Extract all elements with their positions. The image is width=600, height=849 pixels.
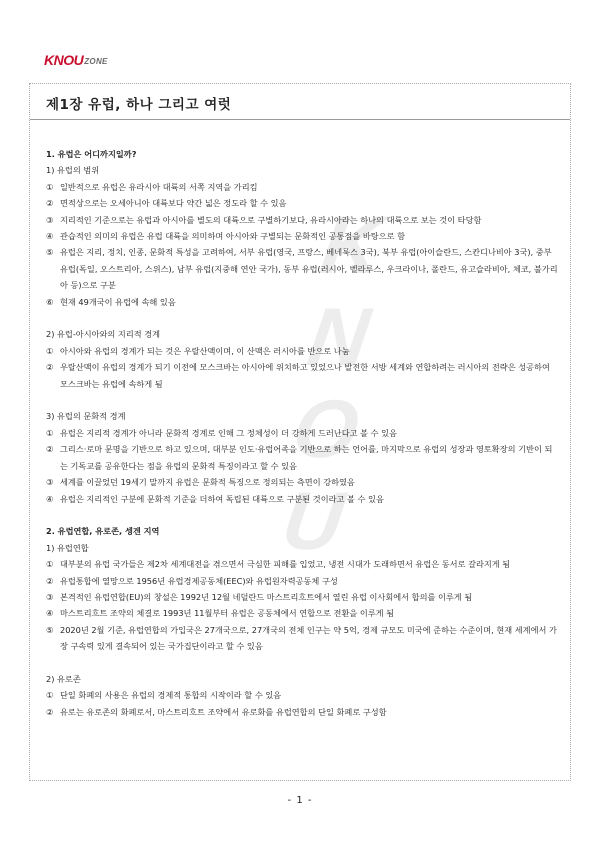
subsection-title: 2) 유로존 bbox=[46, 673, 81, 684]
list-item: ④ 마스트리흐트 조약의 체결로 1993년 11월부터 유럽은 공동체에서 연합으로 전환을 이루게 됨 bbox=[46, 608, 395, 619]
knouzone-logo bbox=[44, 52, 108, 68]
document-body bbox=[46, 146, 558, 720]
list-item: ④ 관습적인 의미의 유럽은 유럽 대륙을 의미하며 아시아와 구별되는 문화적인 공통점을 바탕으로 함 bbox=[46, 231, 405, 242]
list-item: ① 아시아와 유럽의 경계가 되는 것은 우랄산맥이며, 이 산맥은 러시아를 반으로 나눔 bbox=[46, 345, 350, 356]
subsection-title: 2) 유럽-아시아와의 지리적 경계 bbox=[46, 329, 161, 340]
subsection-title: 3) 유럽의 문화적 경계 bbox=[46, 411, 126, 422]
logo-sub-text: ZONE bbox=[84, 57, 108, 66]
list-item: ② 유로는 유로존의 화폐로서, 마스트리흐트 조약에서 유로화를 유럽연합의 단일 화폐로 구성함 bbox=[46, 706, 387, 717]
watermark: K N O U bbox=[276, 200, 388, 567]
list-item: ⑤ 유럽은 지리, 정치, 인종, 문화적 특성을 고려하여, 서부 유럽(영국, 프랑스, 베네룩스 3국), 북부 유럽(아이슬란드, 스칸디나비아 3국), 중부유럽(독일, 오스트리아, 스위스), 남부 유럽(지중해 연안 국가), 동부 유럽(러시아, 벨라루스, 우크라이나, 폴란드, 유고슬라비아, 체코, 불가리아 등)으로 구분 bbox=[46, 247, 558, 291]
list-item: ⑤ 2020년 2월 기준, 유럽연합의 가입국은 27개국으로, 27개국의 전체 인구는 약 5억, 경제 규모도 미국에 준하는 수준이며, 현재 세계에서 가장 구속력 있게 결속되어 있는 국가집단이라고 할 수 있음 bbox=[46, 624, 557, 652]
subsection-title: 1) 유럽의 범위 bbox=[46, 165, 100, 176]
chapter-title: 제1장 유럽, 하나 그리고 여럿 bbox=[46, 97, 232, 113]
section-title: 1. 유럽은 어디까지일까? bbox=[46, 149, 137, 159]
list-item: ③ 지리적인 기준으로는 유럽과 아시아를 별도의 대륙으로 구별하기보다, 유라시아라는 하나의 대륙으로 보는 것이 타당함 bbox=[46, 214, 482, 225]
list-item: ② 면적상으로는 오세아니아 대륙보다 약간 넓은 정도라 할 수 있음 bbox=[46, 198, 287, 209]
list-item: ④ 유럽은 지리적인 구분에 문화적 기준을 더하여 독립된 대륙으로 구분된 것이라고 볼 수 있음 bbox=[46, 493, 384, 504]
list-item: ② 유럽통합에 열망으로 1956년 유럽경제공동체(EEC)와 유럽원자력공동체 구성 bbox=[46, 575, 338, 586]
list-item: ⑥ 현재 49개국이 유럽에 속해 있음 bbox=[46, 296, 176, 307]
logo-main-text: KNOU bbox=[44, 52, 84, 68]
list-item: ③ 세계를 이끌었던 19세기 말까지 유럽은 문화적 특징으로 정의되는 측면이 강하였음 bbox=[46, 477, 355, 488]
subsection-title: 1) 유럽연합 bbox=[46, 542, 89, 553]
list-item: ① 유럽은 지리적 경계가 아니라 문화적 경계로 인해 그 정체성이 더 강하게 드러난다고 볼 수 있음 bbox=[46, 427, 397, 438]
title-divider bbox=[30, 119, 570, 120]
list-item: ③ 본격적인 유럽연합(EU)의 창설은 1992년 12월 네덜란드 마스트리흐트에서 열린 유럽 이사회에서 합의를 이루게 됨 bbox=[46, 591, 473, 602]
list-item: ① 대부분의 유럽 국가들은 제2차 세계대전을 겪으면서 극심한 피해를 입었고, 냉전 시대가 도래하면서 유럽은 동서로 갈라지게 됨 bbox=[46, 559, 511, 570]
page-number: - 1 - bbox=[287, 795, 313, 806]
list-item: ② 우랄산맥이 유럽의 경계가 되기 이전에 모스크바는 아시아에 위치하고 있었으나 발전한 서방 세계와 연합하려는 러시아의 전략은 성공하여 모스크바는 유럽에 속하게 됨 bbox=[46, 362, 550, 389]
list-item: ① 일반적으로 유럽은 유라시아 대륙의 서쪽 지역을 가리킴 bbox=[46, 181, 258, 192]
section-title: 2. 유럽연합, 유로존, 셍겐 지역 bbox=[46, 526, 160, 537]
list-item: ① 단일 화폐의 사용은 유럽의 경제적 통합의 시작이라 할 수 있음 bbox=[46, 690, 282, 701]
list-item: ② 그리스·로마 문명을 기반으로 하고 있으며, 대부분 인도·유럽어족을 기반으로 하는 언어를, 마지막으로 유럽의 성장과 영토확장의 기반이 되는 기독교를 공유한다는 점을 유럽의 문화적 특징이라고 할 수 있음 bbox=[46, 444, 553, 471]
